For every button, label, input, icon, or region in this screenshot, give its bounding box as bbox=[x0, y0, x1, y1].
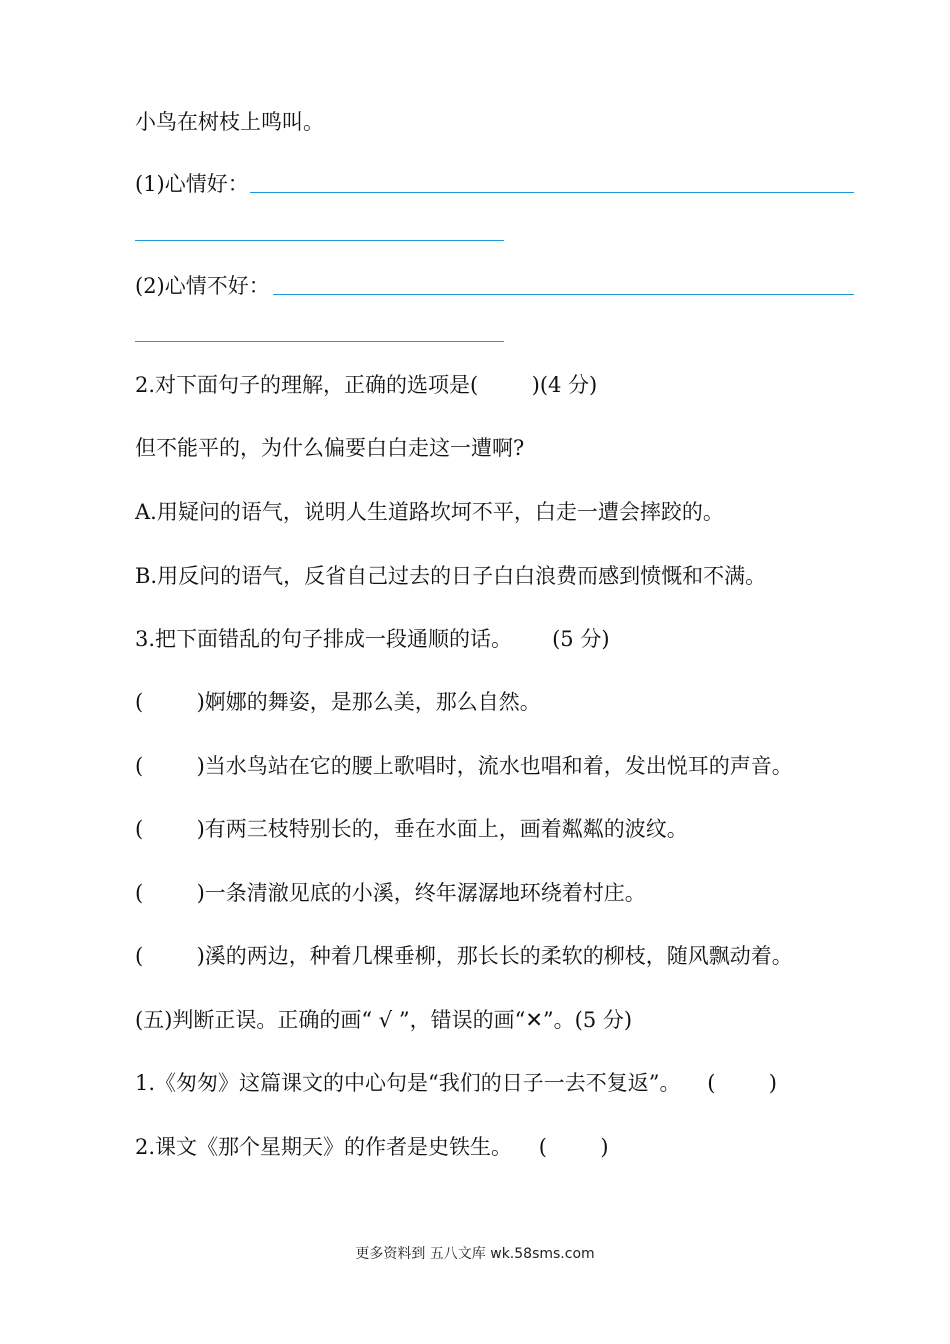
mood-bad-label: (2)心情不好： bbox=[135, 274, 270, 298]
mood-good-label: (1)心情好： bbox=[135, 172, 249, 196]
section-5-item: 1.《匆匆》这篇课文的中心句是“我们的日子一去不复返”。 ( ) bbox=[135, 1071, 777, 1095]
question-2-sentence: 但不能平的，为什么偏要白白走这一遭啊? bbox=[135, 436, 525, 460]
answer-line-mood-good-1[interactable] bbox=[250, 192, 854, 193]
question-2-option-a: A.用疑问的语气，说明人生道路坎坷不平，白走一遭会摔跤的。 bbox=[135, 500, 724, 524]
question-3-item: ( )一条清澈见底的小溪，终年潺潺地环绕着村庄。 bbox=[135, 881, 646, 905]
question-3-item: ( )婀娜的舞姿，是那么美，那么自然。 bbox=[135, 690, 541, 714]
intro-sentence: 小鸟在树枝上鸣叫。 bbox=[135, 110, 324, 134]
answer-line-mood-good-2[interactable] bbox=[135, 240, 504, 241]
question-3-item: ( )溪的两边，种着几棵垂柳，那长长的柔软的柳枝，随风飘动着。 bbox=[135, 944, 793, 968]
answer-line-mood-bad-1[interactable] bbox=[273, 294, 854, 295]
section-5-item: 2.课文《那个星期天》的作者是史铁生。 ( ) bbox=[135, 1135, 609, 1159]
footer-watermark: 更多资料到 五八文库 wk.58sms.com bbox=[355, 1246, 595, 1262]
question-3-item: ( )当水鸟站在它的腰上歌唱时，流水也唱和着，发出悦耳的声音。 bbox=[135, 754, 793, 778]
answer-line-mood-bad-2[interactable] bbox=[135, 341, 504, 342]
question-3-title: 3.把下面错乱的句子排成一段通顺的话。 (5 分) bbox=[135, 627, 610, 651]
question-2-title: 2.对下面句子的理解，正确的选项是( )(4 分) bbox=[135, 373, 598, 397]
question-2-option-b: B.用反问的语气，反省自己过去的日子白白浪费而感到愤慨和不满。 bbox=[135, 564, 767, 588]
section-5-title: (五)判断正误。正确的画“ √ ”，错误的画“✕”。(5 分) bbox=[135, 1008, 633, 1032]
question-3-item: ( )有两三枝特别长的，垂在水面上，画着粼粼的波纹。 bbox=[135, 817, 688, 841]
